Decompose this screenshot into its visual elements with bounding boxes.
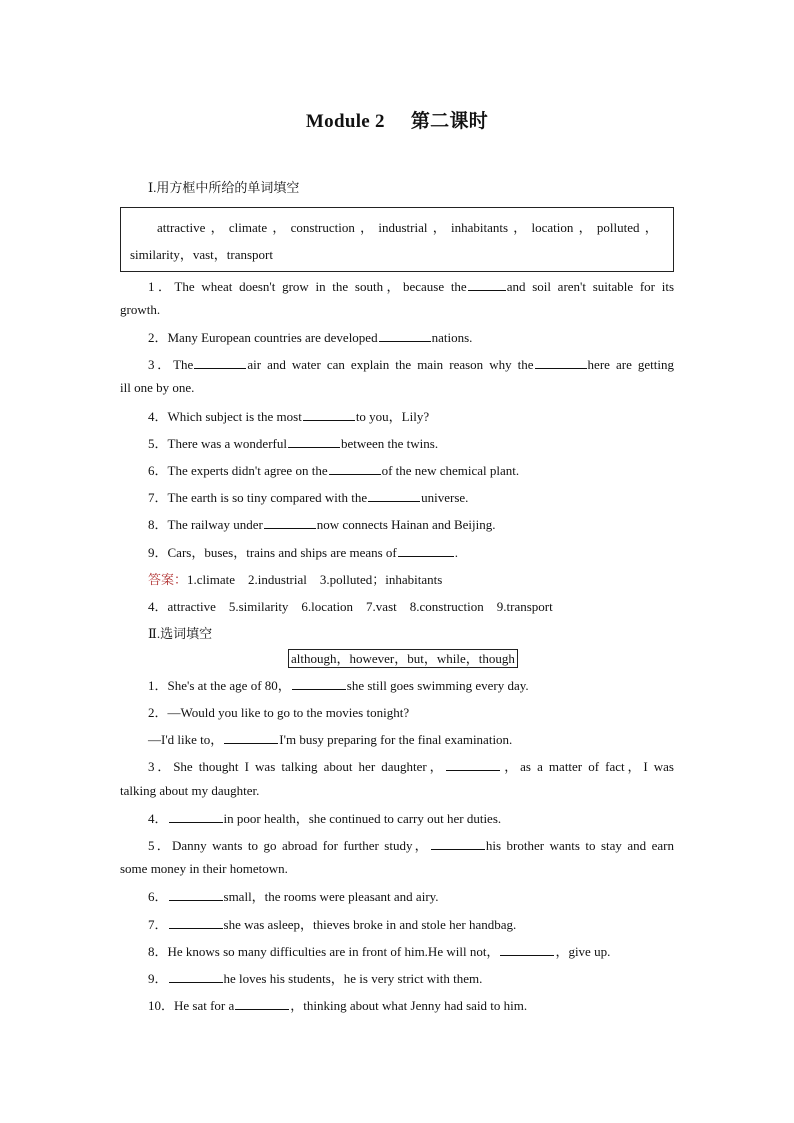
question-ii-2: 2．—Would you like to go to the movies tonight? xyxy=(148,705,410,720)
question-text: —I'd like to， xyxy=(148,732,224,747)
question-text: and soil aren't suitable for its xyxy=(506,279,675,294)
answer-blank[interactable] xyxy=(288,435,340,448)
answer-blank[interactable] xyxy=(446,758,500,771)
question-5 xyxy=(148,433,438,452)
answer-blank[interactable] xyxy=(468,278,506,291)
page-title xyxy=(0,106,794,133)
section2-wordbox: although，however，but，while，though xyxy=(288,649,518,668)
question-text: ，give up. xyxy=(555,944,611,959)
answer-label: 答案： xyxy=(148,572,188,587)
answer-blank[interactable] xyxy=(292,677,346,690)
answer-text: 1.climate 2.industrial 3.polluted；inhabitants xyxy=(187,572,443,587)
lesson-title: 第二课时 xyxy=(410,111,489,132)
answer-key-line-2: 4．attractive 5.similarity 6.location 7.vast 8.construction 9.transport xyxy=(148,599,553,614)
question-text: 1．She's at the age of 80， xyxy=(148,678,291,693)
answer-key-line-1 xyxy=(148,569,442,588)
section1-heading: Ⅰ.用方框中所给的单词填空 xyxy=(148,180,300,195)
answer-blank[interactable] xyxy=(500,943,554,956)
question-text: 5．Danny wants to go abroad for further study， xyxy=(148,838,430,853)
answer-blank[interactable] xyxy=(169,916,223,929)
question-text: nations. xyxy=(431,330,473,345)
answer-blank[interactable] xyxy=(535,356,587,369)
question-text: 7．The earth is so tiny compared with the xyxy=(148,490,368,505)
question-text: his brother wants to stay and earn xyxy=(485,838,674,853)
answer-blank[interactable] xyxy=(224,731,278,744)
question-ii-6 xyxy=(148,886,439,905)
question-text: 7． xyxy=(148,917,168,932)
answer-blank[interactable] xyxy=(398,544,454,557)
question-text: of the new chemical plant. xyxy=(381,463,520,478)
question-text: 2．Many European countries are developed xyxy=(148,330,378,345)
question-1-cont: growth. xyxy=(120,302,161,317)
question-text: between the twins. xyxy=(340,436,439,451)
question-text: 4．Which subject is the most xyxy=(148,409,302,424)
question-text: 9．Cars，buses，trains and ships are means of xyxy=(148,545,397,560)
question-text: small，the rooms were pleasant and airy. xyxy=(223,889,439,904)
answer-blank[interactable] xyxy=(329,462,381,475)
question-text: 3．The xyxy=(148,357,194,372)
question-text: 8．He knows so many difficulties are in front of him.He will not， xyxy=(148,944,500,959)
question-text: here are getting xyxy=(587,357,674,372)
answer-blank[interactable] xyxy=(194,356,246,369)
question-text: 9． xyxy=(148,971,168,986)
question-ii-10 xyxy=(148,995,527,1014)
question-ii-3-cont: talking about my daughter. xyxy=(120,783,260,798)
question-text: air and water can explain the main reason why the xyxy=(247,357,534,372)
wordbox-line-2: similarity，vast，transport xyxy=(130,247,273,262)
question-1 xyxy=(120,276,674,295)
answer-blank[interactable] xyxy=(264,516,316,529)
question-ii-7 xyxy=(148,914,516,933)
question-text: 4． xyxy=(148,811,168,826)
answer-blank[interactable] xyxy=(169,888,223,901)
question-6 xyxy=(148,460,519,479)
question-text: universe. xyxy=(421,490,469,505)
question-text: she still goes swimming every day. xyxy=(346,678,529,693)
answer-blank[interactable] xyxy=(169,970,223,983)
module-title: Module 2 xyxy=(305,111,385,132)
question-ii-4 xyxy=(148,808,501,827)
question-3 xyxy=(120,354,674,373)
answer-blank[interactable] xyxy=(235,997,289,1010)
question-text: ，thinking about what Jenny had said to him. xyxy=(290,998,528,1013)
section2-heading: Ⅱ.选词填空 xyxy=(148,626,213,641)
answer-blank[interactable] xyxy=(169,810,223,823)
question-text: 3．She thought I was talking about her daughter， xyxy=(148,759,446,774)
question-2 xyxy=(148,327,472,346)
wordbox-line-1: attractive ， climate ， construction ， industrial ， inhabitants ， location ， polluted ， xyxy=(157,220,658,235)
question-ii-9 xyxy=(148,968,482,987)
question-text: I'm busy preparing for the final examination. xyxy=(279,732,513,747)
answer-blank[interactable] xyxy=(368,489,420,502)
question-7 xyxy=(148,487,468,506)
question-text: 5．There was a wonderful xyxy=(148,436,287,451)
answer-blank[interactable] xyxy=(431,837,485,850)
question-text: 10．He sat for a xyxy=(148,998,235,1013)
question-text: to you，Lily? xyxy=(355,409,430,424)
question-text: 8．The railway under xyxy=(148,517,263,532)
answer-blank[interactable] xyxy=(379,329,431,342)
question-3-cont: ill one by one. xyxy=(120,380,195,395)
question-text: ，as a matter of fact，I was xyxy=(501,759,674,774)
question-text: 6．The experts didn't agree on the xyxy=(148,463,328,478)
question-8 xyxy=(148,514,496,533)
question-ii-5-cont: some money in their hometown. xyxy=(120,861,288,876)
question-ii-5 xyxy=(120,835,674,854)
question-text: . xyxy=(454,545,459,560)
answer-blank[interactable] xyxy=(303,408,355,421)
question-9 xyxy=(148,542,458,561)
question-text: 1．The wheat doesn't grow in the south，because the xyxy=(148,279,467,294)
question-text: now connects Hainan and Beijing. xyxy=(316,517,496,532)
section1-wordbox xyxy=(120,207,674,272)
question-text: 6． xyxy=(148,889,168,904)
question-text: he loves his students，he is very strict with them. xyxy=(223,971,483,986)
question-ii-3 xyxy=(120,756,674,775)
question-text: she was asleep，thieves broke in and stole her handbag. xyxy=(223,917,517,932)
question-ii-2-reply xyxy=(148,729,512,748)
question-text: in poor health，she continued to carry out her duties. xyxy=(223,811,502,826)
question-4 xyxy=(148,406,429,425)
question-ii-8 xyxy=(148,941,610,960)
question-ii-1 xyxy=(148,675,529,694)
